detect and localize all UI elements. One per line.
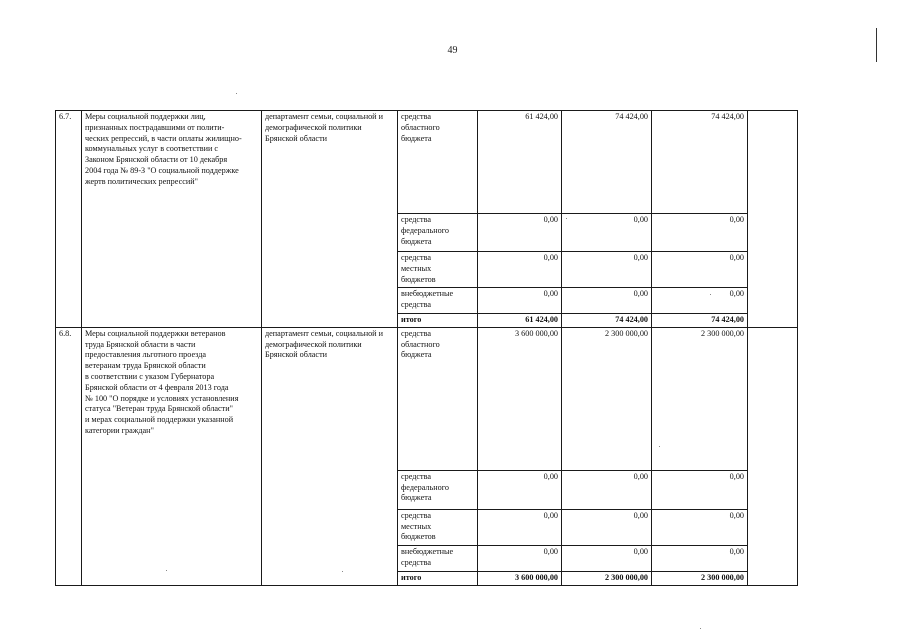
table-row	[56, 111, 798, 214]
funding-source-label: средства местных бюджетов	[398, 252, 478, 288]
total-year-3: 2 300 000,00	[652, 571, 748, 585]
amount-year-3: 0,00	[652, 509, 748, 545]
amount-year-3: 0,00	[652, 214, 748, 252]
scan-speck	[166, 570, 167, 571]
total-year-2: 2 300 000,00	[562, 571, 652, 585]
scan-speck	[710, 294, 711, 295]
funding-source-label: средства федерального бюджета	[398, 470, 478, 509]
amount-year-1: 61 424,00	[478, 111, 562, 214]
amount-year-2: 0,00	[562, 470, 652, 509]
amount-year-3: 0,00	[652, 470, 748, 509]
amount-year-3: 0,00	[652, 252, 748, 288]
total-year-1: 61 424,00	[478, 314, 562, 328]
scan-speck	[659, 446, 660, 447]
executor: департамент семьи, социальной и демографической политики Брянской области	[262, 327, 398, 585]
total-year-2: 74 424,00	[562, 314, 652, 328]
amount-year-1: 0,00	[478, 214, 562, 252]
funding-source-label: средства местных бюджетов	[398, 509, 478, 545]
scan-speck	[700, 628, 701, 629]
row-number: 6.8.	[56, 327, 82, 585]
amount-year-2: 0,00	[562, 252, 652, 288]
amount-year-2: 0,00	[562, 214, 652, 252]
amount-year-1: 0,00	[478, 470, 562, 509]
amount-year-1: 0,00	[478, 545, 562, 571]
executor: департамент семьи, социальной и демографической политики Брянской области	[262, 111, 398, 328]
scan-speck	[342, 571, 343, 572]
amount-year-3: 74 424,00	[652, 111, 748, 214]
activity-description: Меры социальной поддержки ветеранов труда Брянской области в части предоставления льготного проезда ветеранам труда Брянской области в соответствии с указом Губернатора Брянской области от 4 февраля 2013 года № 100 "О порядке и условиях установления статуса "Ветеран труда Брянской области" и мерах социальной поддержки указанной категории граждан"	[82, 327, 262, 585]
amount-year-3: 0,00	[652, 545, 748, 571]
amount-year-1: 0,00	[478, 288, 562, 314]
scan-speck	[566, 218, 567, 219]
amount-year-2: 0,00	[562, 545, 652, 571]
notes-cell	[748, 111, 798, 328]
amount-year-1: 0,00	[478, 252, 562, 288]
row-number: 6.7.	[56, 111, 82, 328]
total-label: итого	[398, 571, 478, 585]
amount-year-2: 0,00	[562, 509, 652, 545]
total-year-1: 3 600 000,00	[478, 571, 562, 585]
amount-year-1: 3 600 000,00	[478, 327, 562, 470]
funding-source-label: внебюджетные средства	[398, 288, 478, 314]
page-number: 49	[447, 45, 458, 56]
notes-cell	[748, 327, 798, 585]
amount-year-2: 0,00	[562, 288, 652, 314]
funding-source-label: внебюджетные средства	[398, 545, 478, 571]
scan-speck	[236, 93, 237, 94]
funding-source-label: средства федерального бюджета	[398, 214, 478, 252]
total-year-3: 74 424,00	[652, 314, 748, 328]
amount-year-3: 2 300 000,00	[652, 327, 748, 470]
table-row	[56, 327, 798, 470]
amount-year-3: 0,00	[652, 288, 748, 314]
amount-year-2: 2 300 000,00	[562, 327, 652, 470]
amount-year-1: 0,00	[478, 509, 562, 545]
funding-source-label: средства областного бюджета	[398, 327, 478, 470]
budget-table	[55, 110, 798, 586]
total-label: итого	[398, 314, 478, 328]
funding-source-label: средства областного бюджета	[398, 111, 478, 214]
activity-description: Меры социальной поддержки лиц, признанных пострадавшими от полити- ческих репрессий, в части оплаты жилищно- коммунальных услуг в соответствии с Законом Брянской области от 10 декабря 2004 года № 89-З "О социальной поддержке жертв политических репрессий"	[82, 111, 262, 328]
amount-year-2: 74 424,00	[562, 111, 652, 214]
